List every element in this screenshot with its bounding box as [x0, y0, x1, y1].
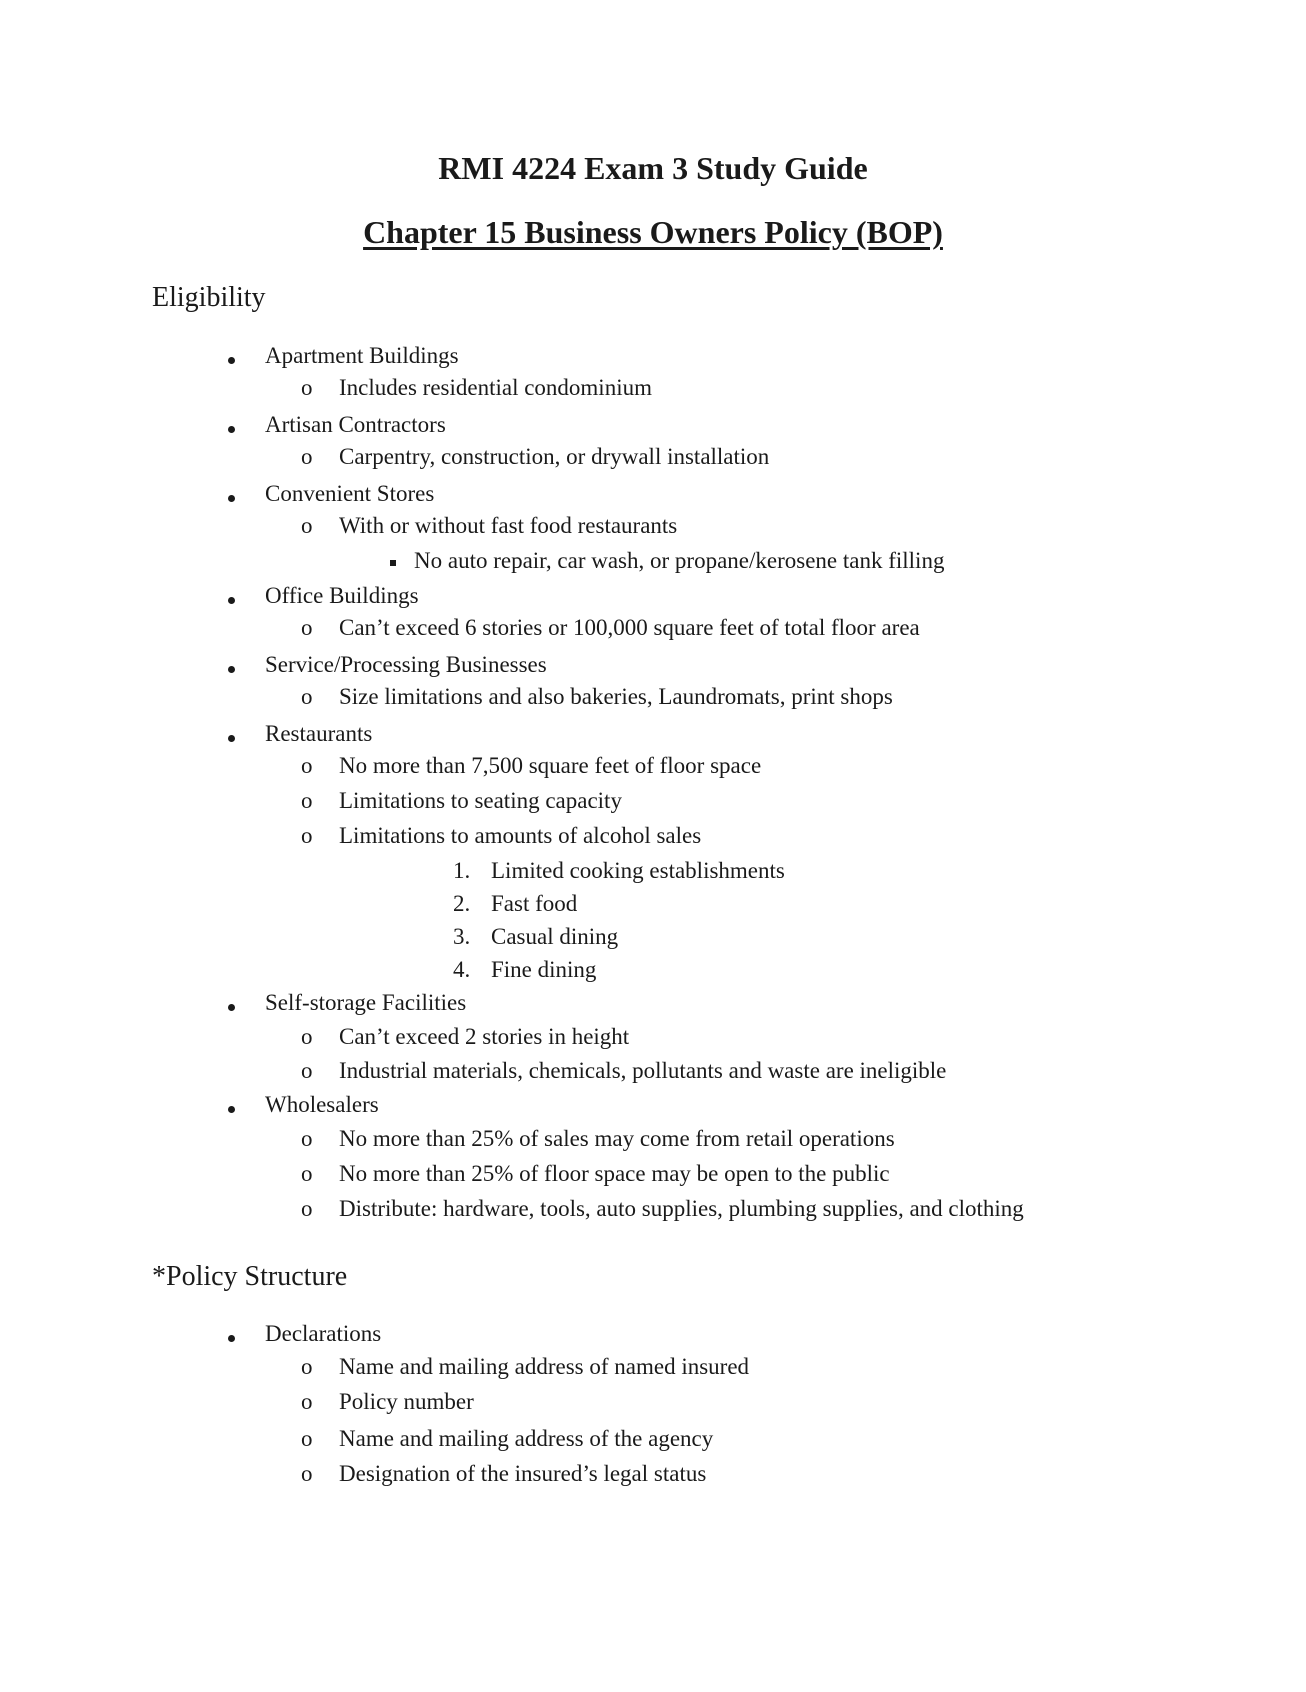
circle-marker: o	[301, 1426, 313, 1451]
list-subitem: Limitations to seating capacity	[339, 788, 622, 813]
list-item: Self-storage Facilities	[265, 990, 467, 1015]
circle-marker: o	[301, 1354, 313, 1379]
list-item: Convenient Stores	[265, 481, 435, 506]
bullet-marker	[228, 1106, 235, 1113]
bullet-marker	[228, 1335, 235, 1342]
list-item: Wholesalers	[265, 1092, 379, 1117]
list-subitem: Can’t exceed 6 stories or 100,000 square feet of total floor area	[339, 615, 920, 640]
circle-marker: o	[301, 1389, 313, 1414]
list-subitem: No more than 25% of floor space may be open to the public	[339, 1161, 890, 1186]
list-subitem: Carpentry, construction, or drywall installation	[339, 444, 770, 469]
list-subitem: Name and mailing address of named insured	[339, 1354, 750, 1379]
circle-marker: o	[301, 823, 313, 848]
list-item: Declarations	[265, 1321, 382, 1346]
circle-marker: o	[301, 788, 313, 813]
list-subitem: Can’t exceed 2 stories in height	[339, 1024, 630, 1049]
circle-marker: o	[301, 375, 313, 400]
circle-marker: o	[301, 1196, 313, 1221]
bullet-marker	[228, 1004, 235, 1011]
numbered-item: Casual dining	[491, 924, 619, 949]
bullet-marker	[228, 666, 235, 673]
number-marker: 3.	[453, 924, 471, 949]
number-marker: 1.	[453, 858, 471, 883]
circle-marker: o	[301, 615, 313, 640]
number-marker: 2.	[453, 891, 471, 916]
bullet-marker	[228, 495, 235, 502]
circle-marker: o	[301, 513, 313, 538]
list-subitem: Name and mailing address of the agency	[339, 1426, 714, 1451]
bullet-marker	[228, 426, 235, 433]
list-subitem: With or without fast food restaurants	[339, 513, 678, 538]
bullet-marker	[228, 735, 235, 742]
circle-marker: o	[301, 1461, 313, 1486]
list-subsubitem: No auto repair, car wash, or propane/kerosene tank filling	[414, 548, 945, 573]
list-subitem: Industrial materials, chemicals, pollutants and waste are ineligible	[339, 1058, 947, 1083]
numbered-item: Fast food	[491, 891, 578, 916]
section-heading-eligibility: Eligibility	[152, 282, 266, 313]
list-subitem: No more than 25% of sales may come from retail operations	[339, 1126, 895, 1151]
list-subitem: No more than 7,500 square feet of floor space	[339, 753, 762, 778]
list-subitem: Distribute: hardware, tools, auto supplies, plumbing supplies, and clothing	[339, 1196, 1024, 1221]
chapter-heading: Chapter 15 Business Owners Policy (BOP)	[363, 214, 943, 250]
number-marker: 4.	[453, 957, 471, 982]
numbered-item: Limited cooking establishments	[491, 858, 785, 883]
bullet-marker	[228, 357, 235, 364]
section-heading-policy-structure: *Policy Structure	[152, 1261, 348, 1292]
list-subitem: Limitations to amounts of alcohol sales	[339, 823, 702, 848]
circle-marker: o	[301, 753, 313, 778]
list-item: Restaurants	[265, 721, 373, 746]
list-subitem: Designation of the insured’s legal status	[339, 1461, 707, 1486]
square-marker	[390, 560, 396, 566]
document-title: RMI 4224 Exam 3 Study Guide	[438, 150, 868, 186]
list-subitem: Includes residential condominium	[339, 375, 652, 400]
list-item: Artisan Contractors	[265, 412, 446, 437]
bullet-marker	[228, 597, 235, 604]
list-subitem: Size limitations and also bakeries, Laundromats, print shops	[339, 684, 893, 709]
numbered-item: Fine dining	[491, 957, 597, 982]
circle-marker: o	[301, 444, 313, 469]
circle-marker: o	[301, 1024, 313, 1049]
circle-marker: o	[301, 1058, 313, 1083]
circle-marker: o	[301, 1126, 313, 1151]
list-subitem: Policy number	[339, 1389, 474, 1414]
list-item: Office Buildings	[265, 583, 419, 608]
circle-marker: o	[301, 1161, 313, 1186]
list-item: Apartment Buildings	[265, 343, 459, 368]
list-item: Service/Processing Businesses	[265, 652, 547, 677]
circle-marker: o	[301, 684, 313, 709]
